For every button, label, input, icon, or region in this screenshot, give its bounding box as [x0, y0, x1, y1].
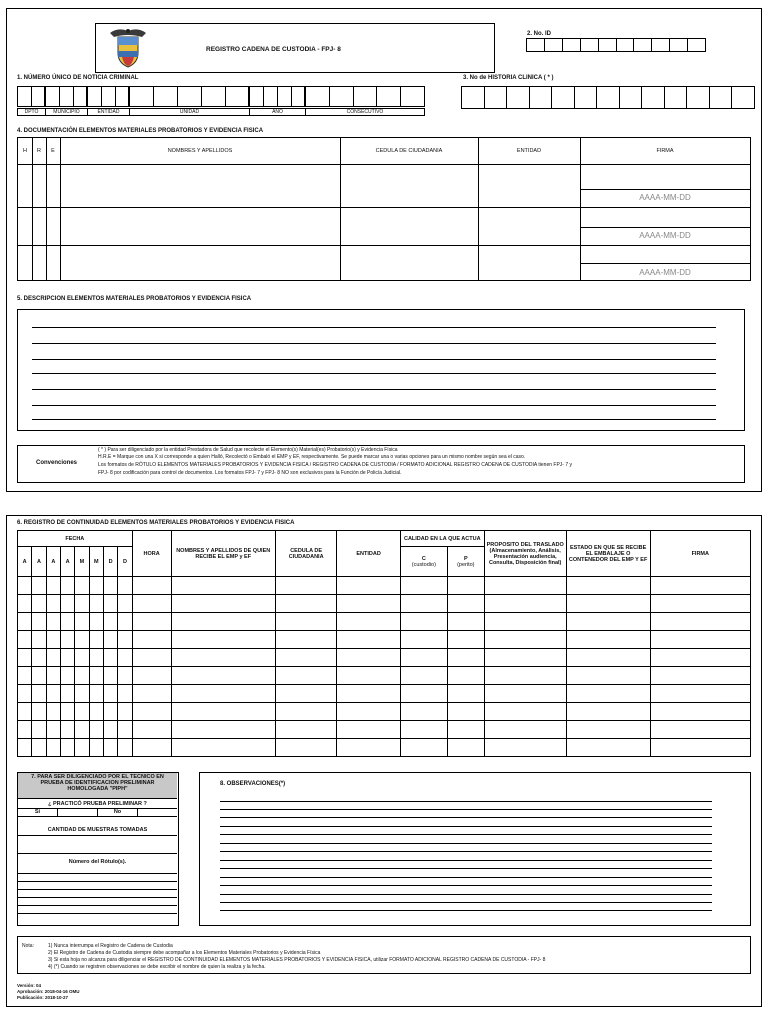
th-calidad: CALIDAD EN LA QUE ACTUA [400, 531, 484, 547]
table-cell[interactable] [650, 631, 750, 649]
documentation-table [17, 137, 751, 281]
table-cell[interactable] [337, 721, 400, 739]
table-cell[interactable] [60, 739, 74, 757]
table-cell[interactable] [650, 739, 750, 757]
table-cell[interactable] [337, 667, 400, 685]
table-cell[interactable] [566, 667, 650, 685]
table-cell[interactable] [118, 685, 132, 703]
table-cell[interactable] [650, 667, 750, 685]
table-cell[interactable] [46, 595, 60, 613]
table-cell[interactable] [275, 667, 336, 685]
rotulo-label: Número del Rótulo(s). [68, 859, 127, 865]
no-checkbox[interactable] [138, 809, 177, 816]
th-cedula: CEDULA DE CIUDADANIA [275, 531, 336, 577]
table-cell[interactable] [89, 667, 103, 685]
table-cell[interactable] [32, 595, 46, 613]
conventions-line-2: H.R.E = Marque con una X si corresponde a quien Halló, Recolectó o Embaló el EMP y EF, respectivamente. Se puede marcar una o varias opciones para un mismo nombre según sea el caso. [98, 454, 526, 460]
section1-label: 1. NÚMERO ÚNICO DE NOTICIA CRIMINAL [17, 75, 139, 81]
th-a1: A [18, 547, 32, 577]
historia-clinica-field[interactable] [461, 86, 755, 109]
th-a3: A [46, 547, 60, 577]
table-cell[interactable] [18, 631, 32, 649]
note-1: 1) Nunca interrumpa el Registro de Cadena de Custodia [48, 943, 173, 949]
section5-label: 5. DESCRIPCION ELEMENTOS MATERIALES PROBATORIOS Y EVIDENCIA FISICA [17, 296, 252, 302]
table-cell[interactable] [337, 577, 400, 595]
table-cell[interactable] [18, 721, 32, 739]
th-c-letter: C [421, 555, 426, 562]
table-cell[interactable] [484, 739, 566, 757]
table-cell[interactable] [447, 595, 484, 613]
section4-label: 4. DOCUMENTACIÓN ELEMENTOS MATERIALES PROBATORIOS Y EVIDENCIA FISICA [17, 128, 264, 134]
table-cell[interactable] [118, 577, 132, 595]
table-cell[interactable] [337, 703, 400, 721]
part-unidad: UNIDAD [130, 109, 250, 115]
table-cell[interactable] [650, 649, 750, 667]
part-ano: AÑO [250, 109, 306, 115]
table-cell[interactable] [447, 685, 484, 703]
part-municipio: MUNICIPIO [46, 109, 88, 115]
table-cell[interactable] [60, 649, 74, 667]
section7-box [17, 772, 179, 926]
table-cell[interactable] [337, 649, 400, 667]
table-cell[interactable] [46, 739, 60, 757]
table-cell[interactable] [118, 703, 132, 721]
table-cell[interactable] [89, 685, 103, 703]
col-nombres: NOMBRES Y APELLIDOS [167, 148, 233, 154]
table-cell[interactable] [337, 685, 400, 703]
table-cell[interactable] [118, 667, 132, 685]
th-d1: D [103, 547, 117, 577]
table-cell[interactable] [75, 649, 89, 667]
form-page-2 [6, 515, 762, 1007]
table-cell[interactable] [46, 685, 60, 703]
practico-question: ¿ PRACTICÓ PRUEBA PRELIMINAR ? [48, 801, 147, 807]
table-cell[interactable] [132, 703, 171, 721]
table-cell[interactable] [650, 613, 750, 631]
table-cell[interactable] [60, 721, 74, 739]
table-row [18, 577, 751, 595]
table-cell[interactable] [566, 595, 650, 613]
table-cell[interactable] [484, 685, 566, 703]
col-entidad: ENTIDAD [516, 148, 542, 154]
table-cell[interactable] [103, 739, 117, 757]
conventions-line-4: FPJ- 8 por codificación para control de documentos. Los formatos FPJ- 7 y FPJ- 8 NO son exclusivos para la Función de Policía Judicial. [98, 470, 402, 476]
table-cell[interactable] [275, 703, 336, 721]
th-d2: D [118, 547, 132, 577]
table-cell[interactable] [18, 667, 32, 685]
table-cell[interactable] [275, 685, 336, 703]
table-row [18, 703, 751, 721]
table-cell[interactable] [18, 703, 32, 721]
table-cell[interactable] [650, 577, 750, 595]
table-row [18, 667, 751, 685]
table-cell[interactable] [89, 649, 103, 667]
table-cell[interactable] [46, 631, 60, 649]
si-no-row [18, 808, 177, 817]
section8-label: 8. OBSERVACIONES(*) [220, 781, 286, 787]
continuity-rows [18, 577, 751, 757]
table-cell[interactable] [275, 577, 336, 595]
si-checkbox[interactable] [58, 809, 98, 816]
table-cell[interactable] [89, 703, 103, 721]
table-cell[interactable] [132, 577, 171, 595]
th-p-letter: P [463, 555, 468, 562]
table-cell[interactable] [484, 649, 566, 667]
th-a2: A [32, 547, 46, 577]
table-cell[interactable] [566, 649, 650, 667]
table-cell[interactable] [566, 577, 650, 595]
table-cell[interactable] [118, 613, 132, 631]
th-hora: HORA [132, 531, 171, 577]
table-cell[interactable] [46, 721, 60, 739]
part-dpto: DPTO [18, 109, 46, 115]
part-consecutivo: CONSECUTIVO [346, 109, 384, 115]
table-cell[interactable] [18, 685, 32, 703]
table-cell[interactable] [337, 595, 400, 613]
part-entidad: ENTIDAD [88, 109, 130, 115]
conventions-line-3: Los formatos de RÓTULO ELEMENTOS MATERIALES PROBATORIOS Y EVIDENCIA FISICA / REGISTRO CADENA DE CUSTODIA / FORMATO ADICIONAL REGISTRO CADENA DE CUSTODIA tienen FPJ- 7 y [98, 462, 573, 468]
table-cell[interactable] [275, 613, 336, 631]
table-cell[interactable] [400, 721, 447, 739]
table-cell[interactable] [400, 613, 447, 631]
th-nombres: NOMBRES Y APELLIDOS DE QUIEN RECIBE EL EMP y EF [171, 531, 275, 577]
th-custodio: (custodio) [411, 561, 436, 568]
table-cell[interactable] [447, 649, 484, 667]
table-cell[interactable] [132, 649, 171, 667]
date-placeholder-2[interactable]: AAAA-MM-DD [639, 231, 691, 240]
table-cell[interactable] [132, 739, 171, 757]
table-cell[interactable] [132, 613, 171, 631]
table-cell[interactable] [103, 721, 117, 739]
table-cell[interactable] [32, 739, 46, 757]
table-cell[interactable] [171, 703, 275, 721]
table-cell[interactable] [32, 703, 46, 721]
table-cell[interactable] [400, 649, 447, 667]
date-placeholder-3[interactable]: AAAA-MM-DD [639, 268, 691, 277]
table-cell[interactable] [650, 595, 750, 613]
table-cell[interactable] [171, 685, 275, 703]
table-cell[interactable] [103, 667, 117, 685]
table-cell[interactable] [75, 595, 89, 613]
table-cell[interactable] [89, 595, 103, 613]
table-cell[interactable] [103, 703, 117, 721]
th-m2: M [89, 547, 103, 577]
th-proposito: PROPOSITO DEL TRASLADO (Almacenamiento, Análisis, Presentación audiencia, Consulta, Disposición final) [484, 531, 566, 577]
table-cell[interactable] [132, 721, 171, 739]
table-cell[interactable] [566, 613, 650, 631]
section3-label: 3. No de HISTORIA CLINICA ( * ) [463, 75, 554, 81]
table-cell[interactable] [484, 631, 566, 649]
observations-box[interactable] [199, 772, 751, 926]
table-cell[interactable] [89, 613, 103, 631]
table-cell[interactable] [60, 613, 74, 631]
table-cell[interactable] [89, 721, 103, 739]
table-cell[interactable] [46, 667, 60, 685]
table-cell[interactable] [60, 577, 74, 595]
note-4: 4) (*) Cuando se registren observaciones se debe escribir el nombre de quien la realiza y la fecha. [48, 964, 266, 970]
table-cell[interactable] [650, 703, 750, 721]
description-area[interactable] [17, 309, 745, 431]
table-cell[interactable] [60, 595, 74, 613]
continuity-table [17, 530, 751, 757]
table-cell[interactable] [75, 577, 89, 595]
table-row [18, 649, 751, 667]
table-cell[interactable] [171, 739, 275, 757]
table-cell[interactable] [103, 649, 117, 667]
table-cell[interactable] [75, 631, 89, 649]
table-cell[interactable] [566, 631, 650, 649]
table-cell[interactable] [46, 649, 60, 667]
table-row [18, 613, 751, 631]
table-cell[interactable] [566, 685, 650, 703]
si-label: Si [18, 809, 58, 816]
noticia-parts [17, 108, 425, 116]
table-cell[interactable] [400, 703, 447, 721]
date-placeholder-1[interactable]: AAAA-MM-DD [639, 193, 691, 202]
conventions-line-1: ( * ) Para ser diligenciado por la entidad Prestadora de Salud que recolecte el Elemento(s) Material(es) Probatorio(s) y Evidencia Física [98, 447, 398, 453]
th-c [400, 547, 447, 577]
table-cell[interactable] [566, 739, 650, 757]
table-cell[interactable] [447, 721, 484, 739]
table-row [18, 595, 751, 613]
table-cell[interactable] [18, 739, 32, 757]
table-cell[interactable] [18, 577, 32, 595]
th-perito: (perito) [457, 561, 475, 568]
section7-label: 7. PARA SER DILIGENCIADO POR EL TECNICO EN PRUEBA DE IDENTIFICACION PRELIMINAR HOMOLOGADA "PIPH" [18, 773, 177, 799]
table-cell[interactable] [60, 667, 74, 685]
section6-label: 6. REGISTRO DE CONTINUIDAD ELEMENTOS MATERIALES PROBATORIOS Y EVIDENCIA FISICA [17, 520, 295, 526]
conventions-box [17, 445, 745, 483]
table-cell[interactable] [171, 649, 275, 667]
table-row [18, 739, 751, 757]
table-cell[interactable] [400, 631, 447, 649]
table-cell[interactable] [89, 577, 103, 595]
id-label: 2. No. ID [527, 31, 552, 37]
table-row [18, 631, 751, 649]
table-cell[interactable] [650, 685, 750, 703]
table-cell[interactable] [484, 721, 566, 739]
table-cell[interactable] [132, 631, 171, 649]
table-cell[interactable] [75, 667, 89, 685]
note-2: 2) El Registro de Cadena de Custodia siempre debe acompañar a los Elementos Materiales Probatorios y Evidencia Física [48, 950, 321, 956]
table-cell[interactable] [337, 613, 400, 631]
cantidad-label: CANTIDAD DE MUESTRAS TOMADAS [47, 827, 148, 833]
table-cell[interactable] [46, 577, 60, 595]
table-cell[interactable] [275, 721, 336, 739]
table-cell[interactable] [171, 721, 275, 739]
table-cell[interactable] [32, 721, 46, 739]
table-cell[interactable] [484, 613, 566, 631]
th-a4: A [60, 547, 74, 577]
notes-label: Nota: [22, 943, 34, 949]
th-firma: FIRMA [650, 531, 750, 577]
table-cell[interactable] [447, 703, 484, 721]
table-cell[interactable] [32, 685, 46, 703]
table-cell[interactable] [132, 667, 171, 685]
table-cell[interactable] [275, 595, 336, 613]
id-field[interactable] [526, 38, 706, 52]
th-estado: ESTADO EN QUE SE RECIBE EL EMBALAJE O CONTENEDOR DEL EMP Y EF [566, 531, 650, 577]
th-p [447, 547, 484, 577]
table-cell[interactable] [337, 739, 400, 757]
table-cell[interactable] [447, 577, 484, 595]
table-cell[interactable] [275, 631, 336, 649]
table-cell[interactable] [118, 739, 132, 757]
table-cell[interactable] [400, 595, 447, 613]
table-cell[interactable] [484, 577, 566, 595]
table-cell[interactable] [75, 685, 89, 703]
table-cell[interactable] [132, 595, 171, 613]
form-title: REGISTRO CADENA DE CUSTODIA - FPJ- 8 [206, 46, 341, 53]
table-cell[interactable] [566, 721, 650, 739]
th-m1: M [75, 547, 89, 577]
table-cell[interactable] [650, 721, 750, 739]
table-row [18, 721, 751, 739]
header-box [95, 23, 495, 73]
table-cell[interactable] [75, 721, 89, 739]
form-page-1 [6, 8, 762, 492]
table-cell[interactable] [171, 577, 275, 595]
col-h: H [23, 148, 27, 154]
table-cell[interactable] [46, 613, 60, 631]
table-cell[interactable] [275, 739, 336, 757]
table-cell[interactable] [75, 703, 89, 721]
conventions-label: Convenciones [36, 460, 78, 466]
aprobacion-text: Aprobación: 2018-04-16 OMU [17, 989, 80, 994]
table-cell[interactable] [400, 739, 447, 757]
notes-box [17, 936, 751, 974]
table-cell[interactable] [18, 595, 32, 613]
table-cell[interactable] [18, 613, 32, 631]
noticia-criminal-field[interactable] [17, 86, 425, 107]
table-cell[interactable] [118, 631, 132, 649]
table-cell[interactable] [118, 595, 132, 613]
table-cell[interactable] [103, 595, 117, 613]
table-cell[interactable] [103, 577, 117, 595]
table-cell[interactable] [103, 631, 117, 649]
table-cell[interactable] [171, 631, 275, 649]
table-cell[interactable] [32, 667, 46, 685]
col-firma: FIRMA [656, 148, 674, 154]
table-cell[interactable] [32, 577, 46, 595]
table-cell[interactable] [447, 667, 484, 685]
publicacion-text: Publicación: 2018-10-27 [17, 995, 69, 1000]
table-cell[interactable] [46, 703, 60, 721]
table-cell[interactable] [32, 631, 46, 649]
table-cell[interactable] [484, 703, 566, 721]
table-cell[interactable] [89, 739, 103, 757]
table-cell[interactable] [60, 703, 74, 721]
table-row [18, 685, 751, 703]
note-3: 3) Si esta hoja no alcanza para diligenciar el REGISTRO DE CONTINUIDAD ELEMENTOS MATERIALES PROBATORIOS Y EVIDENCIA FISICA, utilizar FORMATO ADICIONAL REGISTRO CADENA DE CUSTODIA - FPJ- 8 [48, 957, 546, 963]
coat-of-arms-icon [108, 27, 148, 69]
table-cell[interactable] [171, 667, 275, 685]
table-cell[interactable] [103, 685, 117, 703]
table-cell[interactable] [484, 595, 566, 613]
table-cell[interactable] [75, 739, 89, 757]
table-cell[interactable] [103, 613, 117, 631]
table-cell[interactable] [447, 739, 484, 757]
col-cedula: CEDULA DE CIUDADANIA [375, 148, 443, 154]
table-cell[interactable] [132, 685, 171, 703]
table-cell[interactable] [32, 613, 46, 631]
th-fecha: FECHA [18, 531, 133, 547]
table-cell[interactable] [447, 613, 484, 631]
col-r: R [37, 148, 41, 154]
table-cell[interactable] [118, 649, 132, 667]
table-cell[interactable] [32, 649, 46, 667]
table-cell[interactable] [484, 667, 566, 685]
version-text: Versión: 04 [17, 983, 42, 988]
table-cell[interactable] [171, 595, 275, 613]
table-cell[interactable] [400, 667, 447, 685]
table-cell[interactable] [18, 649, 32, 667]
table-cell[interactable] [118, 721, 132, 739]
table-cell[interactable] [75, 613, 89, 631]
table-cell[interactable] [275, 649, 336, 667]
table-cell[interactable] [566, 703, 650, 721]
table-cell[interactable] [337, 631, 400, 649]
col-e: E [51, 148, 55, 154]
no-label: No [98, 809, 138, 816]
table-cell[interactable] [89, 631, 103, 649]
th-entidad: ENTIDAD [337, 531, 400, 577]
table-cell[interactable] [171, 613, 275, 631]
table-cell[interactable] [400, 577, 447, 595]
table-cell[interactable] [447, 631, 484, 649]
table-cell[interactable] [60, 631, 74, 649]
table-cell[interactable] [60, 685, 74, 703]
table-cell[interactable] [400, 685, 447, 703]
